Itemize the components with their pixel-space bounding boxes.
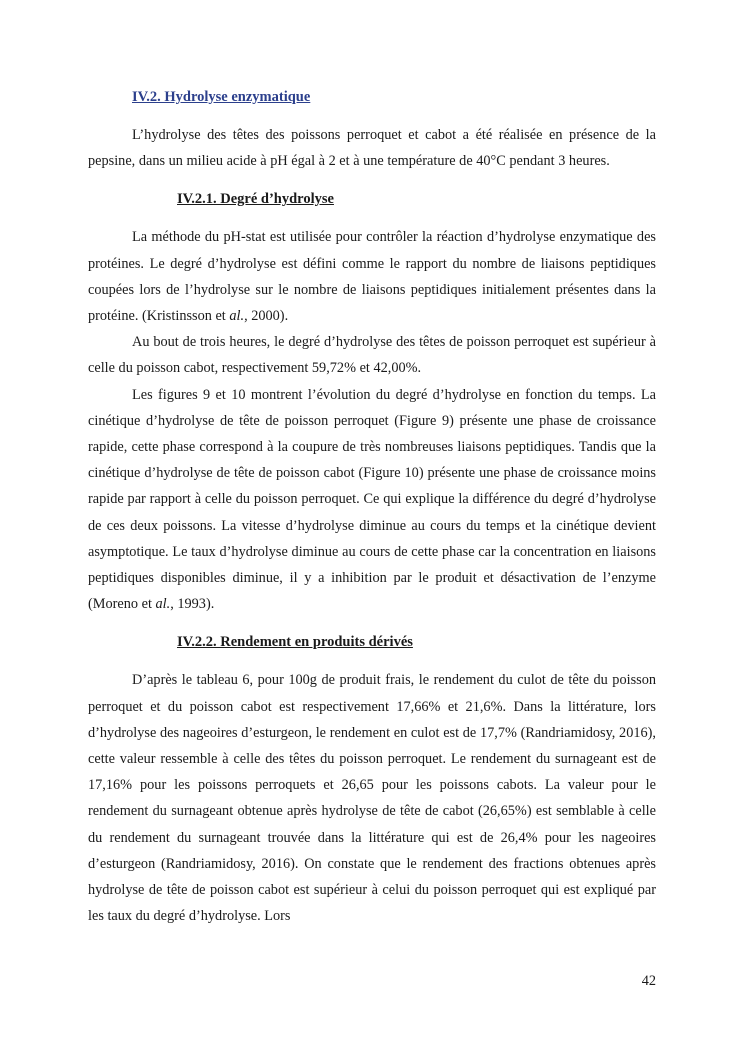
page-number: 42 (641, 973, 656, 989)
paragraph-rendement: D’après le tableau 6, pour 100g de produit frais, le rendement du culot de tête du poisson perroquet et du poisson cabot est respectivement 17,66% et 21,6%. Dans la littérature, lors d’hydrolyse des nageoires d’esturgeon, le rendement en culot est de 17,7% (Randriamidosy, 2016), cette valeur ressemble à celle des têtes du poisson perroquet. Le rendement du surnageant est de 17,16% pour les poissons perroquets et 26,65 pour les poissons cabots. La valeur pour le rendement du surnageant obtenue après hydrolyse de tête de cabot (26,65%) est semblable à celle du rendement du surnageant trouvée dans la littérature qui est de 26,4% pour les nageoires d’esturgeon (Randriamidosy, 2016). On constate que le rendement des fractions obtenues après hydrolyse de tête de poisson cabot est supérieur à celui du poisson perroquet qui est expliqué par les taux du degré d’hydrolyse. Lors (88, 672, 656, 925)
section-intro-paragraph: L’hydrolyse des têtes des poissons perroquet et cabot a été réalisée en présence de la pepsine, dans un milieu acide à pH égal à 2 et à une température de 40°C pendant 3 heures. (88, 127, 656, 170)
document-page (88, 86, 656, 929)
paragraph-ph-stat (88, 224, 656, 329)
paragraph-trois-heures: Au bout de trois heures, le degré d’hydrolyse des têtes de poisson perroquet est supérieur à celle du poisson cabot, respectivement 59,72% et 42,00%. (88, 334, 656, 377)
subsection-heading-rendement: IV.2.2. Rendement en produits dérivés (177, 634, 413, 651)
paragraph-text: , 2000). (244, 308, 289, 325)
citation-etal: al. (155, 596, 171, 613)
paragraph-text: Les figures 9 et 10 montrent l’évolution du degré d’hydrolyse en fonction du temps. La cinétique d’hydrolyse de tête de poisson perroquet (Figure 9) présente une phase de croissance rapide, cette phase correspond à la coupure de très nombreuses liaisons peptidiques. Tandis que la cinétique d’hydrolyse de tête de poisson cabot (Figure 10) présente une phase de croissance moins rapide par rapport à celle du poisson perroquet. Ce qui explique la différence du degré d’hydrolyse de ces deux poissons. La vitesse d’hydrolyse diminue au cours du temps et la cinétique devient asymptotique. Le taux d’hydrolyse diminue au cours de cette phase car la concentration en liaisons peptidiques disponibles diminue, il y a inhibition par le produit et désactivation de l’enzyme (Moreno et (88, 386, 656, 613)
paragraph-text: La méthode du pH-stat est utilisée pour contrôler la réaction d’hydrolyse enzymatique des protéines. Le degré d’hydrolyse est défini comme le rapport du nombre de liaisons peptidiques coupées lors de l’hydrolyse sur le nombre de liaisons peptidiques initialement présentes dans la protéine. (Kristinsson et (88, 229, 656, 325)
section-heading: IV.2. Hydrolyse enzymatique (132, 89, 311, 105)
paragraph-figures (88, 382, 656, 618)
paragraph-text: , 1993). (170, 596, 215, 613)
subsection-heading-degre: IV.2.1. Degré d’hydrolyse (177, 191, 334, 208)
citation-etal: al. (229, 308, 245, 325)
